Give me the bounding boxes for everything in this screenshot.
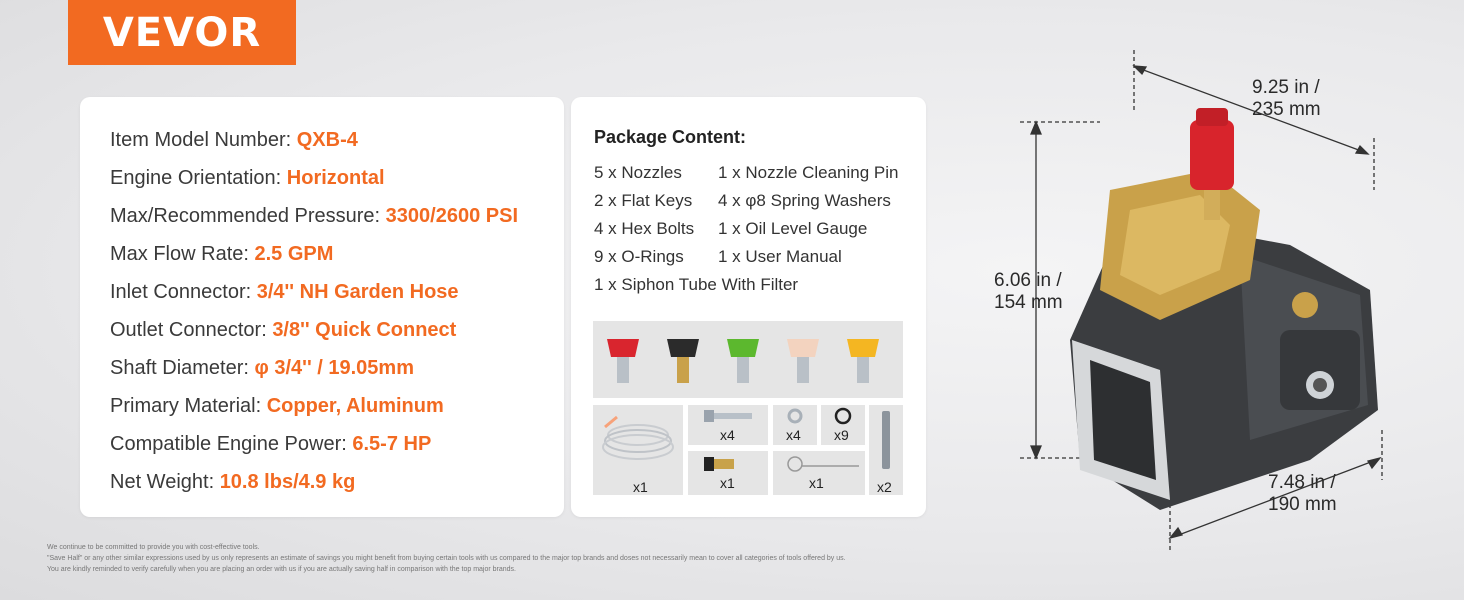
disclaimer-line: You are kindly reminded to verify carefully when you are placing an order with us if you are actually saving half in comparison with the top major brands. <box>47 566 516 573</box>
specs-card <box>80 97 564 517</box>
cleaning-pin-icon <box>773 451 865 475</box>
qty-label: x4 <box>786 427 801 443</box>
qty-label: x1 <box>633 479 648 495</box>
package-item: 1 x Siphon Tube With Filter <box>594 275 799 294</box>
hex-bolt-tile <box>688 405 768 445</box>
oil-gauge-icon <box>688 451 768 475</box>
dimension-width: 9.25 in / 235 mm <box>1252 77 1321 120</box>
nozzles-tile <box>593 321 903 398</box>
spec-item <box>110 125 518 163</box>
brand-name: VEVOR <box>102 9 262 56</box>
package-list <box>594 161 898 301</box>
spec-value: Copper, Aluminum <box>266 395 444 417</box>
spec-value: QXB-4 <box>296 129 358 151</box>
nozzle-icon <box>667 339 699 383</box>
qty-label: x1 <box>720 475 735 491</box>
hex-bolt-icon <box>688 405 768 427</box>
spec-label: Inlet Connector: <box>110 281 257 303</box>
spec-list <box>110 125 518 505</box>
dimension-depth: 7.48 in / 190 mm <box>1268 472 1337 515</box>
spec-label: Max Flow Rate: <box>110 243 255 265</box>
spec-label: Outlet Connector: <box>110 319 273 341</box>
pump-body <box>1070 108 1378 510</box>
spec-value: Horizontal <box>286 167 385 189</box>
disclaimer <box>47 542 846 575</box>
package-card <box>571 97 926 517</box>
nozzles-illustration <box>593 321 903 398</box>
spring-washer-tile <box>773 405 817 445</box>
spec-label: Shaft Diameter: <box>110 357 255 379</box>
package-title: Package Content: <box>594 127 747 147</box>
spec-value: 3300/2600 PSI <box>385 205 519 227</box>
package-item: 2 x Flat Keys <box>594 191 693 210</box>
spec-value: 10.8 lbs/4.9 kg <box>219 471 356 493</box>
spec-item <box>110 353 518 391</box>
spec-value: 3/8'' Quick Connect <box>272 319 457 341</box>
package-item: 1 x Oil Level Gauge <box>718 219 868 238</box>
nozzle-icon <box>727 339 759 383</box>
disclaimer-line: We continue to be committed to provide you with cost-effective tools. <box>47 544 260 551</box>
dimension-height: 6.06 in / 154 mm <box>994 270 1063 313</box>
package-item: 1 x Nozzle Cleaning Pin <box>718 163 899 182</box>
spec-value: 2.5 GPM <box>254 243 334 265</box>
package-row <box>594 189 898 217</box>
spec-label: Compatible Engine Power: <box>110 433 353 455</box>
flat-key-tile <box>869 405 903 495</box>
disclaimer-line: "Save Half" or any other similar expressions used by us only represents an estimate of savings you might benefit from buying certain tools with us compared to the major top brands and doses not necessarily mean to cover all categories of tools offered by us. <box>47 555 846 562</box>
o-ring-icon <box>821 405 865 427</box>
cleaning-pin-tile <box>773 451 865 495</box>
package-row <box>594 245 898 273</box>
flat-key-icon <box>869 405 903 473</box>
spec-label: Primary Material: <box>110 395 267 417</box>
spec-item <box>110 201 518 239</box>
oil-gauge-tile <box>688 451 768 495</box>
siphon-tube-icon <box>593 405 683 475</box>
package-item: 5 x Nozzles <box>594 163 682 182</box>
spec-value: 6.5-7 HP <box>352 433 432 455</box>
spec-label: Max/Recommended Pressure: <box>110 205 386 227</box>
package-item: 9 x O-Rings <box>594 247 684 266</box>
package-row <box>594 161 898 189</box>
package-item: 4 x Hex Bolts <box>594 219 695 238</box>
spec-item <box>110 429 518 467</box>
spec-item <box>110 315 518 353</box>
spec-item <box>110 391 518 429</box>
qty-label: x4 <box>720 427 735 443</box>
package-item: 1 x User Manual <box>718 247 842 266</box>
siphon-tube-tile <box>593 405 683 495</box>
package-item: 4 x φ8 Spring Washers <box>718 191 891 210</box>
nozzle-icon <box>847 339 879 383</box>
spec-label: Net Weight: <box>110 471 220 493</box>
nozzle-icon <box>607 339 639 383</box>
qty-label: x9 <box>834 427 849 443</box>
spring-washer-icon <box>773 405 817 427</box>
spec-item <box>110 163 518 201</box>
qty-label: x1 <box>809 475 824 491</box>
brand-logo <box>68 0 296 65</box>
spec-item <box>110 239 518 277</box>
package-row <box>594 217 898 245</box>
spec-label: Item Model Number: <box>110 129 297 151</box>
spec-label: Engine Orientation: <box>110 167 287 189</box>
nozzle-icon <box>787 339 819 383</box>
spec-item <box>110 277 518 315</box>
package-row <box>594 273 898 301</box>
spec-item <box>110 467 518 505</box>
qty-label: x2 <box>877 479 892 495</box>
spec-value: 3/4'' NH Garden Hose <box>256 281 459 303</box>
spec-value: φ 3/4'' / 19.05mm <box>254 357 414 379</box>
o-ring-tile <box>821 405 865 445</box>
